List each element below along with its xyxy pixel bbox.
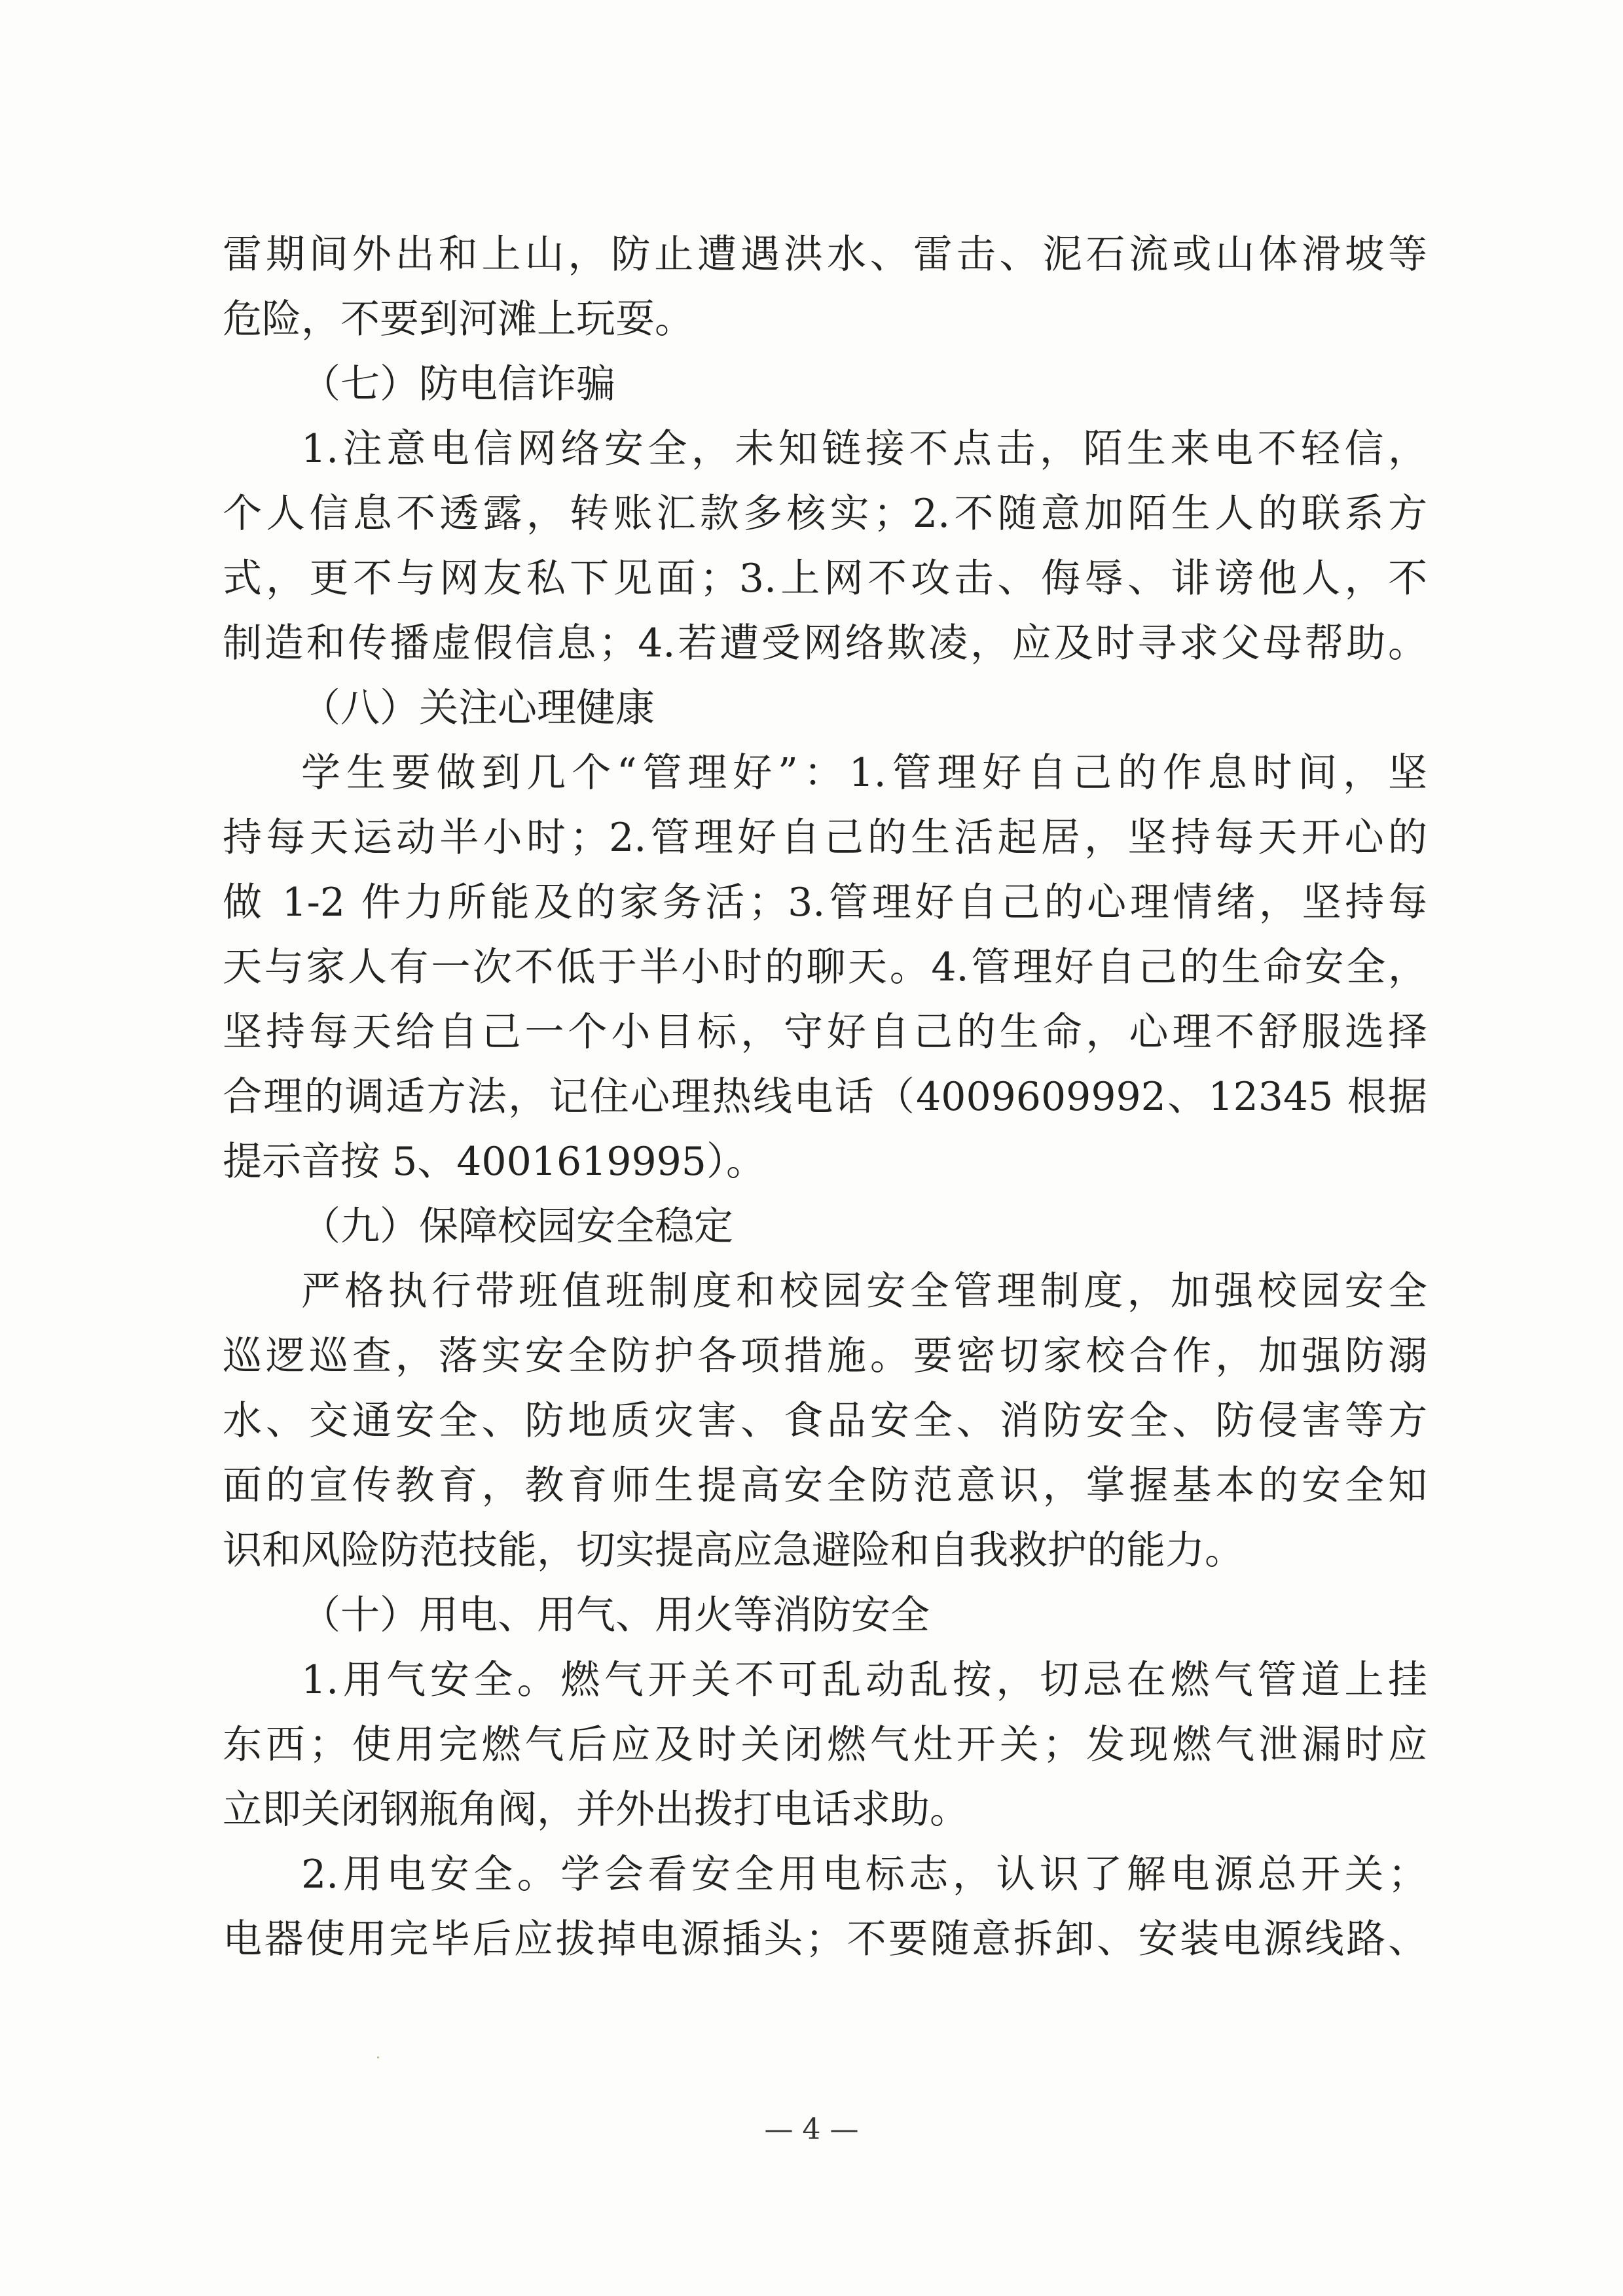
section-heading-10: （十）用电、用气、用火等消防安全 — [301, 1592, 930, 1638]
text-line: 个人信息不透露，转账汇款多核实；2.不随意加陌生人的联系方 — [223, 491, 1427, 537]
paragraph-gas-safety — [223, 1648, 1427, 1842]
text-line: 识和风险防范技能，切实提高应急避险和自我救护的能力。 — [223, 1528, 1244, 1573]
text-line: 做 1-2 件力所能及的家务活；3.管理好自己的心理情绪，坚持每 — [223, 880, 1427, 925]
text-line: 天与家人有一次不低于半小时的聊天。4.管理好自己的生命安全， — [223, 944, 1427, 990]
text-line: 巡逻巡查，落实安全防护各项措施。要密切家校合作，加强防溺 — [223, 1333, 1427, 1379]
text-line: 学生要做到几个“管理好”：1.管理好自己的作息时间，坚 — [301, 750, 1427, 796]
paragraph-continuation — [223, 223, 1427, 352]
text-line: 提示音按 5、4001619995）。 — [223, 1139, 765, 1185]
paragraph-section-7 — [223, 417, 1427, 676]
page-number: — 4 — — [764, 2113, 859, 2146]
text-line: 制造和传播虚假信息；4.若遭受网络欺凌，应及时寻求父母帮助。 — [223, 620, 1427, 666]
text-line: 式，更不与网友私下见面；3.上网不攻击、侮辱、诽谤他人，不 — [223, 556, 1427, 601]
section-heading-9: （九）保障校园安全稳定 — [301, 1204, 733, 1249]
text-line: 严格执行带班值班制度和校园安全管理制度，加强校园安全 — [301, 1268, 1427, 1314]
text-line: 水、交通安全、防地质灾害、食品安全、消防安全、防侵害等方 — [223, 1398, 1427, 1444]
paragraph-section-8 — [223, 741, 1427, 1194]
text-line: 合理的调适方法，记住心理热线电话（4009609992、12345 根据 — [223, 1074, 1427, 1120]
text-line: 坚持每天给自己一个小目标，守好自己的生命，心理不舒服选择 — [223, 1009, 1427, 1055]
text-line: 持每天运动半小时；2.管理好自己的生活起居，坚持每天开心的 — [223, 815, 1427, 861]
text-line: 1.注意电信网络安全，未知链接不点击，陌生来电不轻信， — [301, 426, 1427, 472]
text-line: 2.用电安全。学会看安全用电标志，认识了解电源总开关； — [301, 1852, 1427, 1897]
text-line: 电器使用完毕后应拔掉电源插头；不要随意拆卸、安装电源线路、 — [223, 1916, 1427, 1962]
text-line: 1.用气安全。燃气开关不可乱动乱按，切忌在燃气管道上挂 — [301, 1657, 1427, 1703]
text-line: 东西；使用完燃气后应及时关闭燃气灶开关；发现燃气泄漏时应 — [223, 1722, 1427, 1768]
text-line: 雷期间外出和上山，防止遭遇洪水、雷击、泥石流或山体滑坡等 — [223, 232, 1427, 278]
text-line: 面的宣传教育，教育师生提高安全防范意识，掌握基本的安全知 — [223, 1463, 1427, 1509]
section-heading-7: （七）防电信诈骗 — [301, 361, 615, 407]
document-body — [223, 223, 1427, 1972]
paragraph-electricity-safety — [223, 1842, 1427, 1972]
text-line: 立即关闭钢瓶角阀，并外出拨打电话求助。 — [223, 1787, 969, 1833]
paragraph-section-9 — [223, 1259, 1427, 1583]
text-line: 危险，不要到河滩上玩耍。 — [223, 296, 694, 342]
scan-speck — [377, 2056, 379, 2058]
section-heading-8: （八）关注心理健康 — [301, 685, 655, 731]
